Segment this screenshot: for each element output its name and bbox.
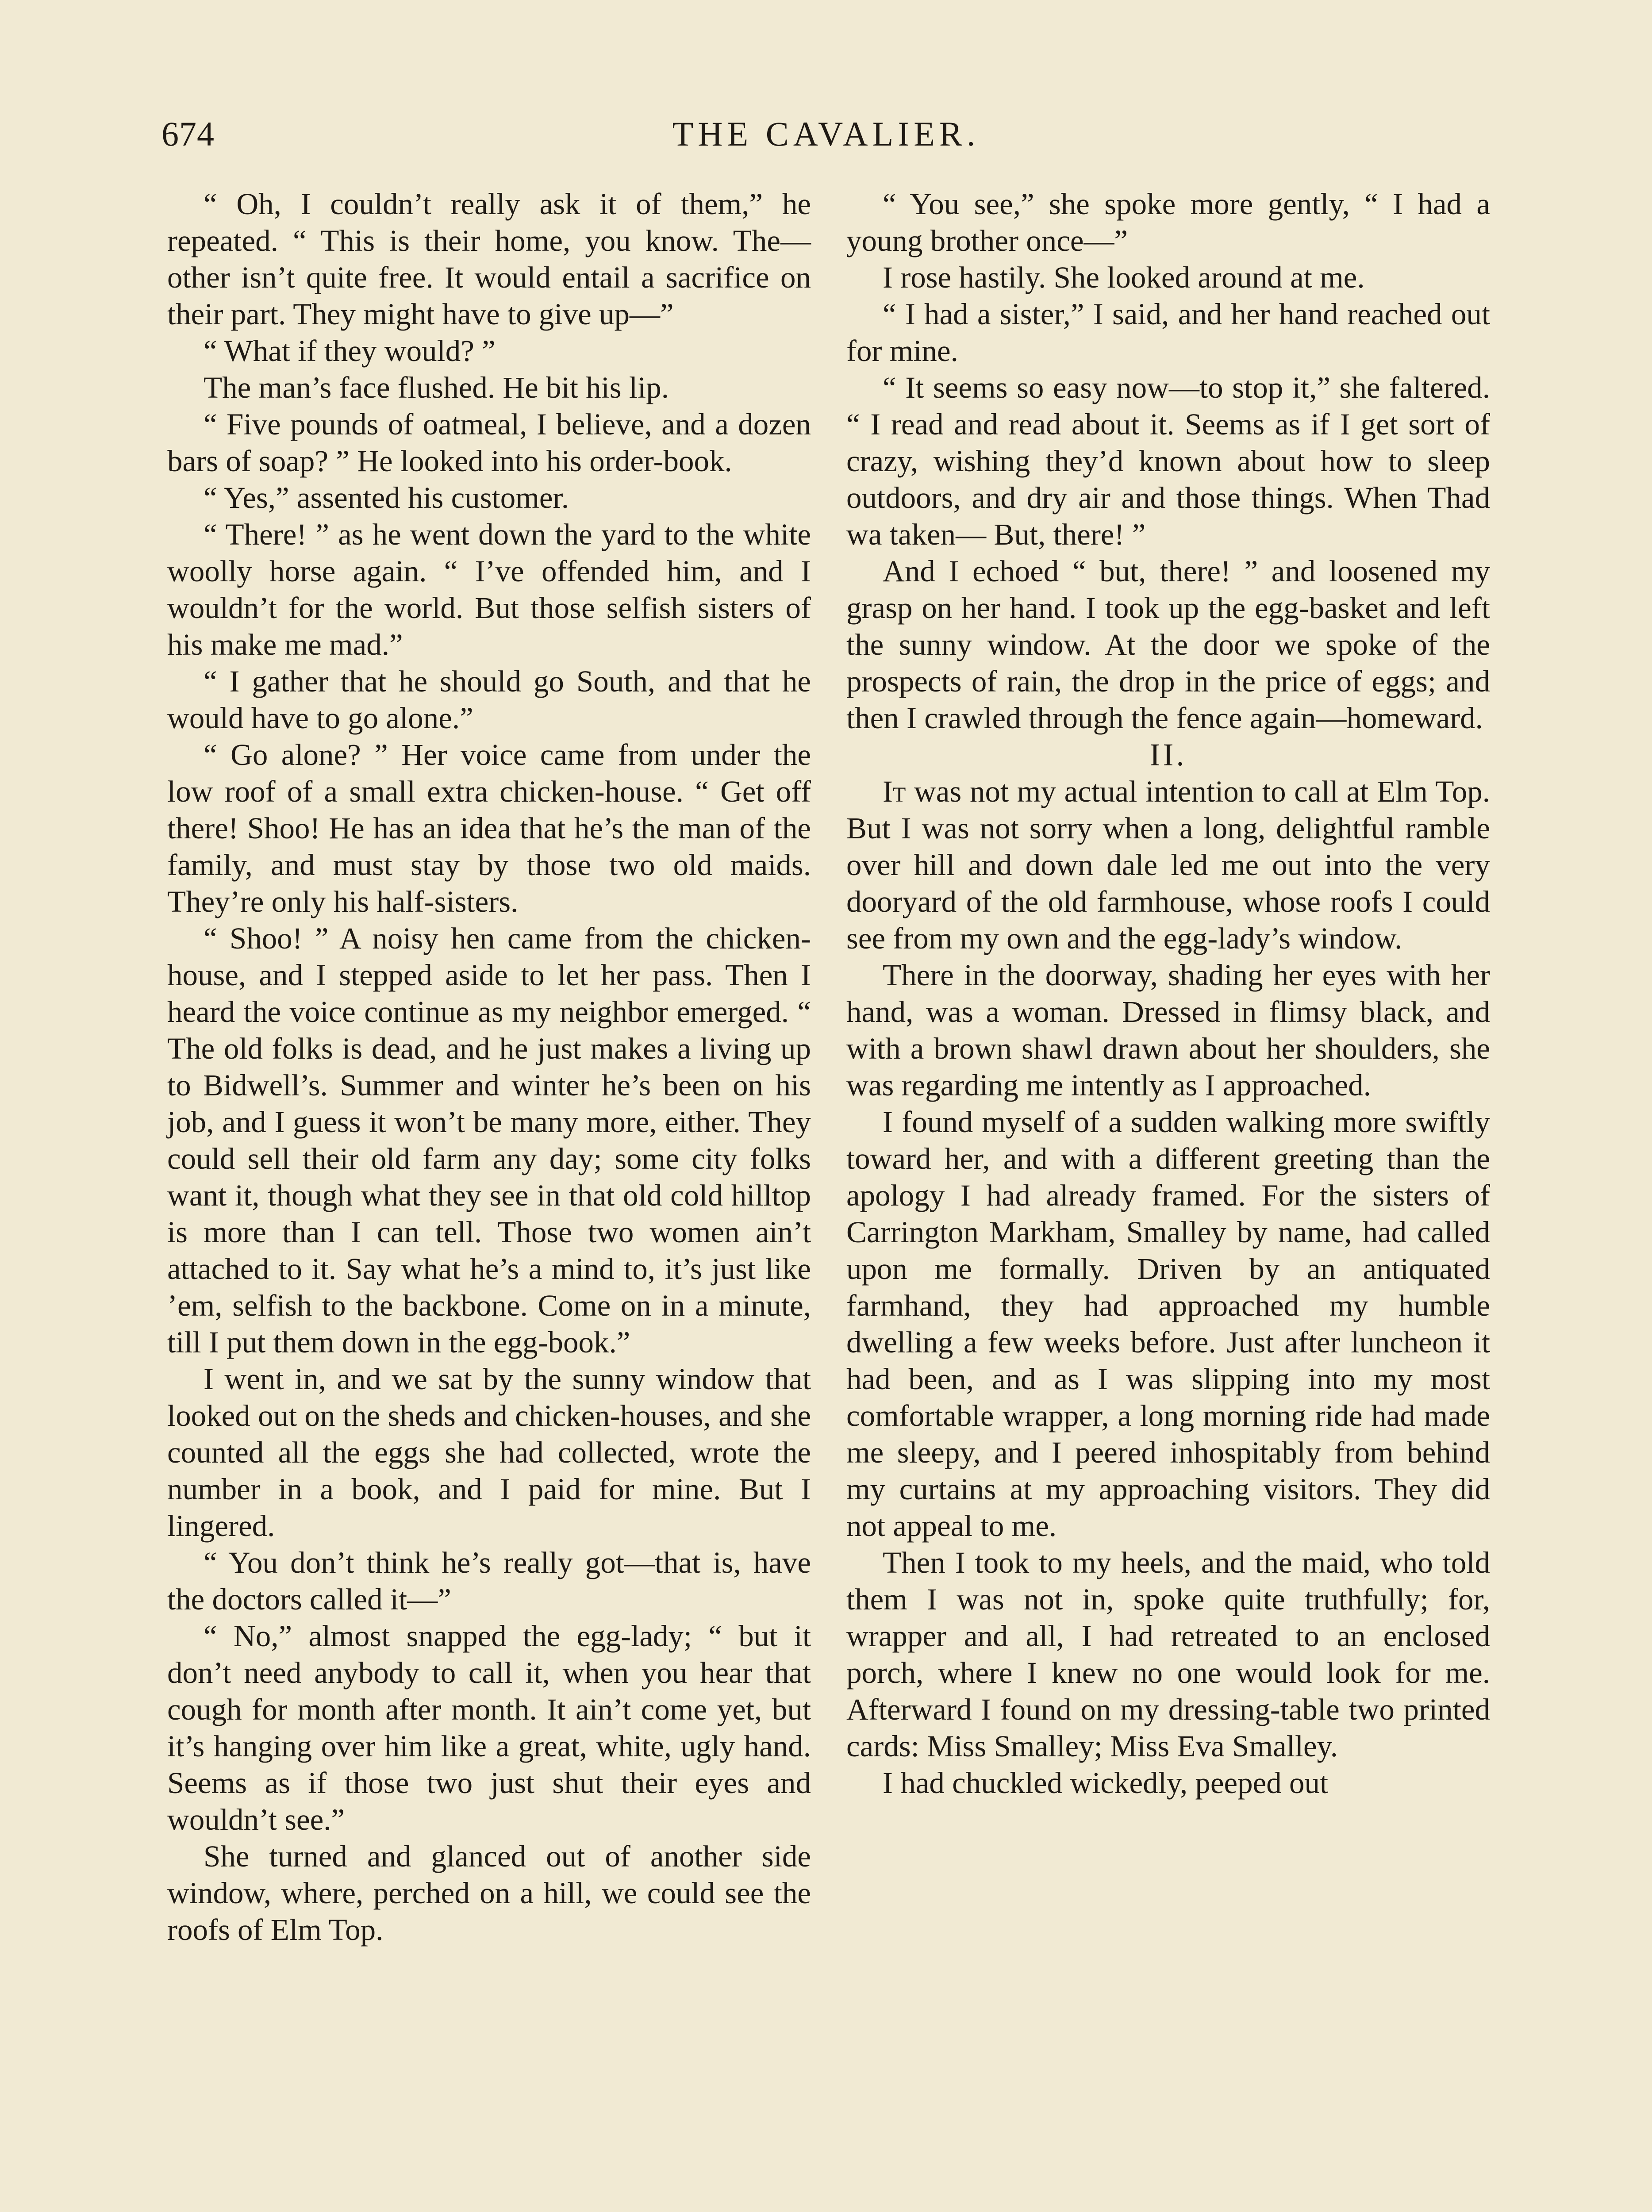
paragraph: “ Five pounds of oatmeal, I believe, and a dozen bars of soap? ” He looked into his order-book. (167, 407, 811, 478)
paragraph: “ I gather that he should go South, and that he would have to go alone.” (167, 664, 811, 735)
paragraph: “ Yes,” assented his customer. (204, 481, 569, 515)
paragraph: She turned and glanced out of another side window, where, perched on a hill, we could see the roofs of Elm Top. (167, 1839, 811, 1947)
paragraph: I had chuckled wickedly, peeped out (883, 1766, 1329, 1800)
section-number: II. (1149, 737, 1187, 772)
running-title: THE CAVALIER. (672, 115, 980, 153)
paragraph: I rose hastily. She looked around at me. (883, 261, 1365, 294)
paragraph: “ What if they would? ” (204, 334, 496, 368)
left-column (167, 186, 811, 1948)
paragraph: “ You don’t think he’s really got—that is, have the doctors called it—” (167, 1546, 811, 1616)
paragraph: “ Shoo! ” A noisy hen came from the chicken-house, and I stepped aside to let her pass. Then I heard the voice continue as my neighbor emerged. “ The old folks is dead, and he just makes a living up to Bidwell’s. Summer and winter he’s been on his job, and I guess it won’t be many more, either. They could sell their old farm any day; some city folks want it, though what they see in that old cold hilltop is more than I can tell. Those two women ain’t attached to it. Say what he’s a mind to, it’s just like ’em, selfish to the backbone. Come on in a minute, till I put them down in the egg-book.” (167, 922, 811, 1359)
paragraph: “ It seems so easy now—to stop it,” she faltered. “ I read and read about it. Seems as if I get sort of crazy, wishing they’d known about how to sleep outdoors, and dry air and those things. When Thad wa taken— But, there! ” (846, 371, 1490, 551)
paragraph: And I echoed “ but, there! ” and loosened my grasp on her hand. I took up the egg-basket and left the sunny window. At the door we spoke of the prospects of rain, the drop in the price of eggs; and then I crawled through the fence again—homeward. (846, 554, 1490, 735)
section-opening-paragraph (846, 773, 1490, 957)
paragraph: “ You see,” she spoke more gently, “ I had a young brother once—” (846, 187, 1490, 257)
right-column (846, 186, 1490, 1801)
paragraph: There in the doorway, shading her eyes with her hand, was a woman. Dressed in flimsy black, and with a brown shawl drawn about her shoulders, she was regarding me intently as I approached. (846, 958, 1490, 1102)
paragraph: “ Oh, I couldn’t really ask it of them,” he repeated. “ This is their home, you know. The—other isn’t quite free. It would entail a sacrifice on their part. They might have to give up—” (167, 187, 811, 331)
paragraph: “ There! ” as he went down the yard to the white woolly horse again. “ I’ve offended him, and I wouldn’t for the world. But those selfish sisters of his make me mad.” (167, 518, 811, 661)
paragraph: Then I took to my heels, and the maid, who told them I was not in, spoke quite truthfully; for, wrapper and all, I had retreated to an enclosed porch, where I knew no one would look for me. Afterward I found on my dressing-table two printed cards: Miss Smalley; Miss Eva Smalley. (846, 1546, 1490, 1763)
paragraph: “ No,” almost snapped the egg-lady; “ but it don’t need anybody to call it, when you hear that cough for month after month. It ain’t come yet, but it’s hanging over him like a great, white, ugly hand. Seems as if those two just shut their eyes and wouldn’t see.” (167, 1619, 811, 1836)
paragraph: “ Go alone? ” Her voice came from under the low roof of a small extra chicken-house. “ Get off there! Shoo! He has an idea that he’s the man of the family, and must stay by those two old maids. They’re only his half-sisters. (167, 738, 811, 918)
opening-text: was not my actual intention to call at Elm Top. But I was not sorry when a long, delightful ramble over hill and down dale led me out into the very dooryard of the old farmhouse, whose roofs I could see from my own and the egg-lady’s window. (846, 775, 1490, 955)
lead-word: It (883, 775, 906, 808)
paragraph: “ I had a sister,” I said, and her hand reached out for mine. (846, 297, 1490, 368)
page-number: 674 (161, 115, 215, 153)
paragraph: I went in, and we sat by the sunny window that looked out on the sheds and chicken-houses, and she counted all the eggs she had collected, wrote the number in a book, and I paid for mine. But I lingered. (167, 1362, 811, 1543)
paragraph: I found myself of a sudden walking more swiftly toward her, and with a different greeting than the apology I had already framed. For the sisters of Carrington Markham, Smalley by name, had called upon me formally. Driven by an antiquated farmhand, they had approached my humble dwelling a few weeks before. Just after luncheon it had been, and as I was slipping into my most comfortable wrapper, a long morning ride had made me sleepy, and I peered inhospitably from behind my curtains at my approaching visitors. They did not appeal to me. (846, 1105, 1490, 1543)
paragraph: The man’s face flushed. He bit his lip. (204, 371, 669, 404)
